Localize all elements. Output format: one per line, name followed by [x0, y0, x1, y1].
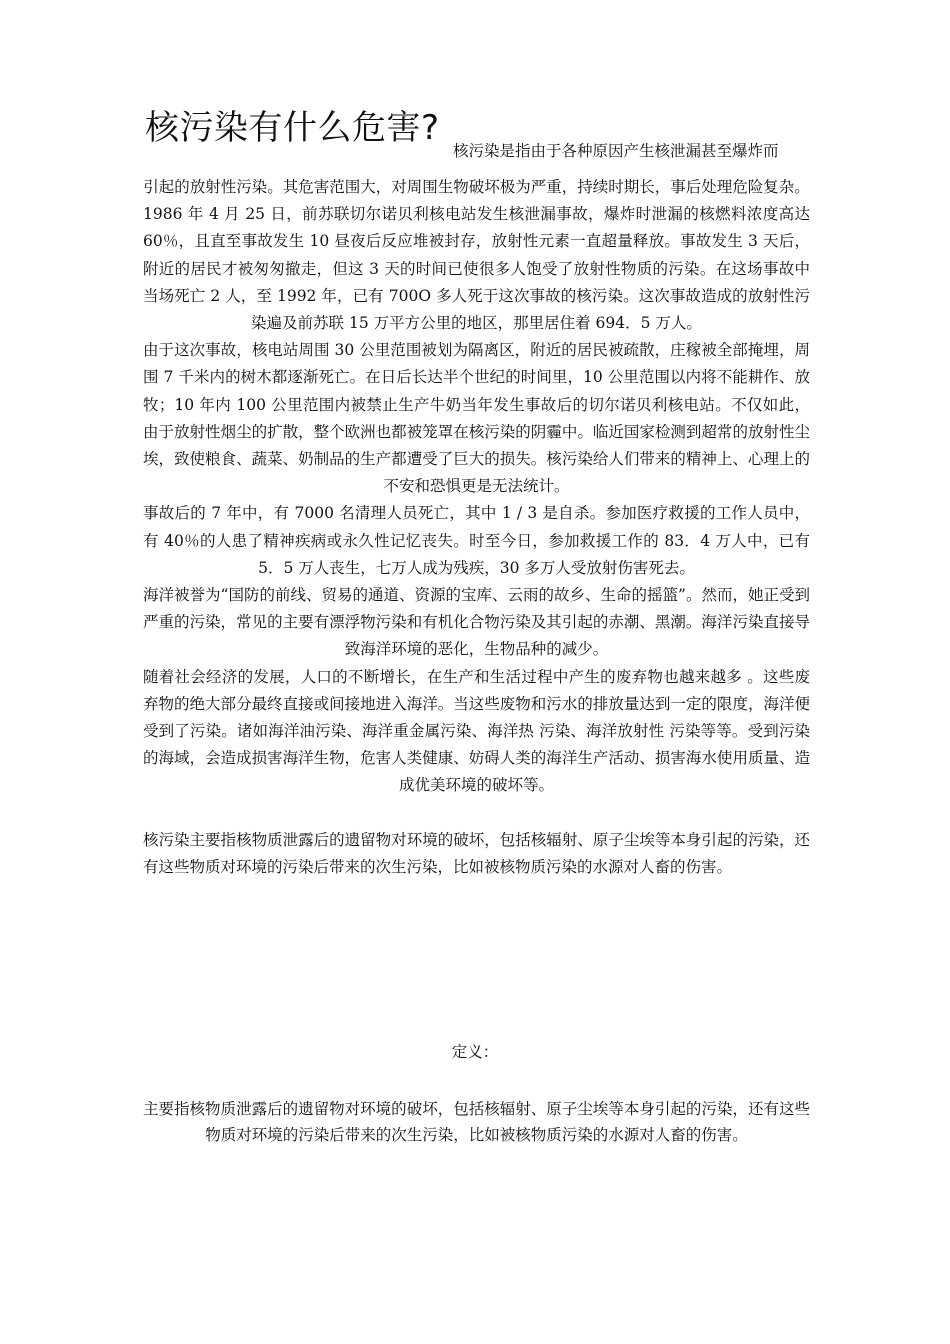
- summary-paragraph: 核污染主要指核物质泄露后的遗留物对环境的破坏，包括核辐射、原子尘埃等本身引起的污染，还有这些物质对环境的污染后带来的次生污染，比如被核物质污染的水源对人畜的伤害。: [143, 830, 810, 876]
- paragraph-spacer: [143, 800, 810, 827]
- paragraph-exclusion-zone: 由于这次事故，核电站周围 30 公里范围被划为隔离区，附近的居民被疏散，庄稼被全部掩埋，周围 7 千米内的树木都逐渐死亡。在日后长达半个世纪的时间里，10 公里范围以内将不能耕作、放牧；10 年内 100 公里范围内被禁止生产牛奶当年发生事故后的切尔诺贝利核电站。不仅如此，由于放射性烟尘的扩散，整个欧洲也都被笼罩在核污染的阴霾中。临近国家检测到超常的放射性尘埃，致使粮食、蔬菜、奶制品的生产都遭受了巨大的损失。核污染给人们带来的精神上、心理上的不安和恐惧更是无法统计。: [143, 341, 810, 496]
- intro-first-line: 核污染是指由于各种原因产生核泄漏甚至爆炸而: [453, 142, 779, 160]
- paragraph-ocean-pollution: 海洋被誉为“国防的前线、贸易的通道、资源的宝库、云雨的故乡、生命的摇篮”。然而，她正受到严重的污染，常见的主要有漂浮物污染和有机化合物污染及其引起的赤潮、黑潮。海洋污染直接导致海洋环境的恶化，生物品种的减少。: [143, 586, 810, 659]
- document-title: 核污染有什么危害?: [145, 108, 440, 148]
- definition-text: 主要指核物质泄露后的遗留物对环境的破坏，包括核辐射、原子尘埃等本身引起的污染，还有这些物质对环境的污染后带来的次生污染，比如被核物质污染的水源对人畜的伤害。: [143, 1100, 810, 1144]
- document-body: [143, 174, 810, 881]
- paragraph-casualties: 事故后的 7 年中，有 7000 名清理人员死亡，其中 1 / 3 是自杀。参加医疗救援的工作人员中，有 40％的人患了精神疾病或永久性记忆丧失。时至今日，参加救援工作的 83．4 万人中，已有 5．5 万人丧生，七万人成为残疾，30 多万人受放射伤害死去。: [143, 504, 810, 577]
- paragraph-chernobyl-accident: 1986 年 4 月 25 日，前苏联切尔诺贝利核电站发生核泄漏事故，爆炸时泄漏的核燃料浓度高达 60％，且直至事故发生 10 昼夜后反应堆被封存，放射性元素一直超量释放。事故发生 3 天后，附近的居民才被匆匆撤走，但这 3 天的时间已使很多人饱受了放射性物质的污染。在这场事故中当场死亡 2 人，至 1992 年，已有 700O 多人死于这次事故的核污染。这次事故造成的放射性污染遍及前苏联 15 万平方公里的地区，那里居住着 694．5 万人。: [143, 205, 810, 333]
- paragraph-waste-discharge: 随着社会经济的发展，人口的不断增长，在生产和生活过程中产生的废弃物也越来越多 。这些废弃物的绝大部分最终直接或间接地进入海洋。当这些废物和污水的排放量达到一定的限度，海洋便受到了污染。诸如海洋油污染、海洋重金属污染、海洋热 污染、海洋放射性 污染等等。受到污染的海域，会造成损害海洋生物，危害人类健康、妨碍人类的海洋生产活动、损害海水使用质量、造成优美环境的破坏等。: [143, 667, 810, 795]
- intro-paragraph: 引起的放射性污染。其危害范围大，对周围生物破坏极为严重，持续时期长，事后处理危险复杂。: [143, 178, 810, 196]
- definition-heading: 定义：: [451, 1043, 499, 1061]
